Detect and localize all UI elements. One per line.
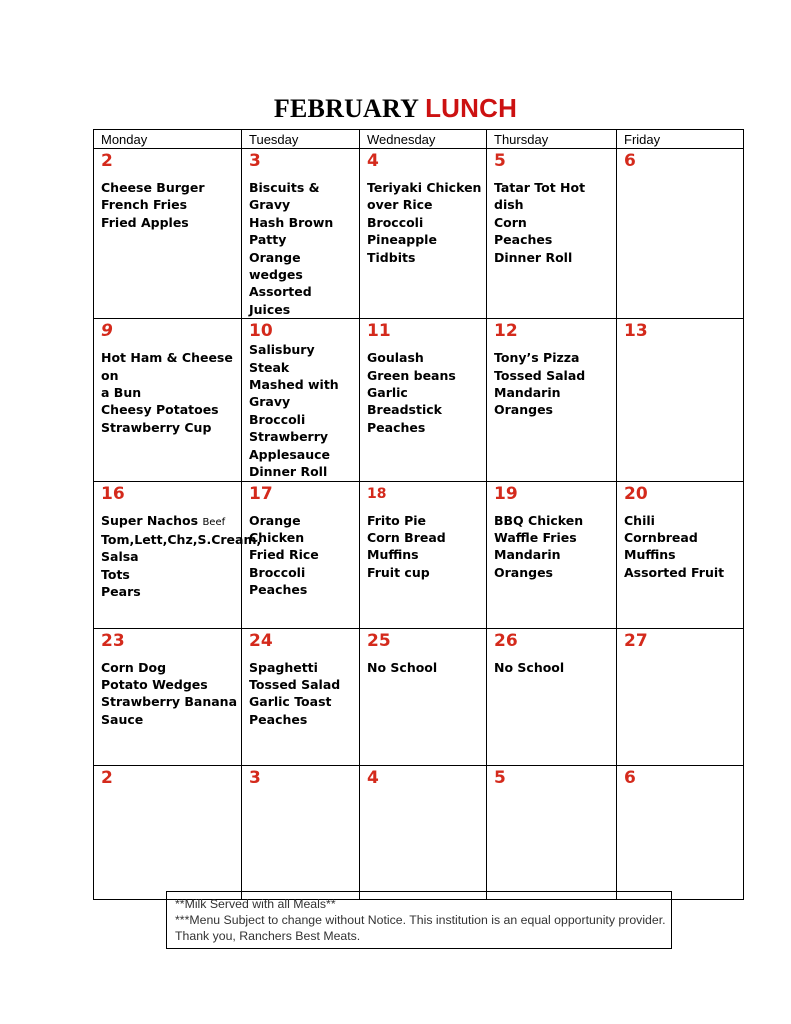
menu-item-text: Fried Rice [249, 547, 319, 563]
day-cell [242, 149, 360, 319]
menu-item-text: Cheesy Potatoes [101, 402, 219, 418]
menu-item-text: Corn Bread [367, 529, 446, 545]
day-cell [242, 765, 360, 899]
day-cell [487, 628, 617, 765]
weekday-thursday: Thursday [487, 130, 617, 149]
menu-item-text: Salsa [101, 549, 139, 565]
menu-item-text: Patty [249, 232, 287, 248]
menu-item [101, 419, 237, 436]
menu-item-text: Mandarin Oranges [494, 385, 561, 418]
menu-item [101, 401, 237, 418]
menu-item [101, 693, 237, 710]
day-number: 2 [101, 767, 113, 788]
menu-item-text: Tony’s Pizza [494, 350, 580, 366]
day-number: 10 [249, 321, 273, 342]
day-number: 5 [494, 151, 506, 171]
menu-item-text: Strawberry Banana [101, 694, 238, 710]
menu-item-text: Orange Chicken [249, 512, 305, 545]
day-number: 26 [494, 630, 518, 651]
menu-item [249, 249, 355, 284]
menu-item-text: Corn [494, 214, 527, 230]
menu-items [249, 659, 355, 729]
day-number: 13 [624, 321, 648, 342]
menu-item [249, 676, 355, 693]
menu-item [494, 179, 612, 214]
menu-item [494, 529, 612, 546]
menu-item [494, 659, 612, 676]
menu-item-note: Beef [202, 516, 226, 528]
title-meal: LUNCH [425, 93, 518, 123]
menu-item [101, 214, 237, 231]
day-number: 24 [249, 630, 273, 651]
menu-items [101, 659, 237, 729]
menu-item-text: Green beans [367, 367, 456, 383]
menu-notes [166, 891, 672, 949]
menu-item [367, 419, 482, 436]
day-cell [487, 765, 617, 899]
menu-item-text: Goulash [367, 350, 424, 366]
menu-items [367, 512, 482, 582]
day-cell [94, 149, 242, 319]
menu-item [367, 231, 482, 266]
menu-item-text: Potato Wedges [101, 676, 208, 692]
menu-item-text: Chili [624, 512, 655, 528]
weekday-friday: Friday [617, 130, 744, 149]
day-number: 3 [249, 767, 261, 788]
menu-items [494, 349, 612, 419]
menu-item-text: Spaghetti [249, 659, 318, 675]
menu-items [494, 512, 612, 582]
menu-item-text: Cheese Burger [101, 180, 205, 195]
day-number: 17 [249, 483, 273, 504]
menu-item [249, 546, 355, 563]
menu-item [249, 376, 355, 393]
menu-item [249, 214, 355, 231]
day-number: 5 [494, 767, 506, 788]
menu-item-text: Waffle Fries [494, 529, 577, 545]
day-cell [94, 628, 242, 765]
menu-item [367, 546, 482, 563]
day-number: 11 [367, 321, 391, 342]
menu-item-text: Mashed with [249, 377, 339, 393]
menu-item [101, 566, 237, 583]
menu-item [367, 349, 482, 366]
weekday-tuesday: Tuesday [242, 130, 360, 149]
menu-item-text: over Rice [367, 197, 433, 213]
day-number: 23 [101, 630, 125, 651]
menu-item [101, 512, 237, 531]
menu-items [101, 349, 237, 436]
menu-item [494, 249, 612, 266]
day-cell [360, 765, 487, 899]
menu-item [494, 214, 612, 231]
menu-item-text: Tom,Lett,Chz,S.Cream, [101, 531, 262, 547]
menu-item [249, 411, 355, 428]
menu-item-text: Peaches [249, 711, 308, 727]
menu-items [249, 179, 355, 318]
menu-item [249, 659, 355, 676]
weekday-header-row [94, 130, 744, 149]
day-number: 2 [101, 151, 113, 171]
menu-item-text: Tots [101, 566, 130, 582]
menu-item-text: Dinner Roll [494, 249, 573, 265]
day-number: 6 [624, 767, 636, 788]
menu-item [494, 367, 612, 384]
menu-item [249, 693, 355, 710]
day-cell [242, 319, 360, 481]
day-number: 9 [101, 321, 113, 342]
menu-item-text: Super Nachos [101, 512, 199, 528]
day-number: 4 [367, 767, 379, 788]
day-number: 3 [249, 151, 261, 171]
menu-item-text: Biscuits & Gravy [249, 180, 320, 213]
day-cell [487, 319, 617, 481]
menu-item [624, 546, 739, 563]
menu-item [101, 196, 237, 213]
menu-items [494, 179, 612, 266]
menu-item [367, 659, 482, 676]
menu-items [367, 349, 482, 436]
day-number: 12 [494, 321, 518, 342]
week-row [94, 319, 744, 481]
day-cell [242, 481, 360, 628]
menu-item [249, 393, 355, 410]
menu-item [101, 676, 237, 693]
menu-item-text: Peaches [494, 232, 553, 248]
day-cell [617, 765, 744, 899]
day-cell [487, 149, 617, 319]
menu-item-text: Hash Brown [249, 214, 334, 230]
menu-items [101, 512, 262, 601]
day-number: 16 [101, 483, 125, 504]
menu-item [101, 349, 237, 384]
menu-item [367, 564, 482, 581]
menu-item [249, 428, 355, 445]
menu-item [494, 546, 612, 581]
menu-items [494, 659, 612, 676]
menu-item-text: Strawberry Cup [101, 419, 212, 435]
menu-item [367, 384, 482, 419]
menu-item [101, 583, 237, 600]
day-cell [617, 628, 744, 765]
day-cell [617, 481, 744, 628]
day-cell [360, 628, 487, 765]
menu-item-text: Teriyaki Chicken [367, 180, 482, 195]
week-row [94, 149, 744, 319]
menu-item-text: Assorted Fruit [624, 564, 725, 580]
menu-item [624, 564, 739, 581]
menu-item [367, 512, 482, 529]
menu-item [101, 548, 237, 565]
day-cell [617, 319, 744, 481]
day-cell [94, 765, 242, 899]
menu-items [367, 179, 482, 266]
menu-item-text: Tossed Salad [494, 367, 586, 383]
day-cell [94, 319, 242, 481]
menu-item-text: BBQ Chicken [494, 512, 584, 528]
week-row [94, 628, 744, 765]
page-title [0, 93, 791, 124]
menu-item [624, 529, 739, 546]
menu-item-text: a Bun [101, 385, 142, 401]
lunch-calendar [93, 129, 744, 900]
weekday-monday: Monday [94, 130, 242, 149]
day-number: 25 [367, 630, 391, 651]
menu-item-text: Fruit cup [367, 564, 430, 580]
menu-item-text: French Fries [101, 197, 188, 213]
menu-items [624, 512, 739, 582]
menu-item [494, 384, 612, 419]
week-row [94, 481, 744, 628]
day-cell [360, 481, 487, 628]
menu-item-text: Salisbury Steak [249, 342, 315, 375]
menu-item [101, 659, 237, 676]
day-cell [242, 628, 360, 765]
menu-item-text: Orange wedges [249, 249, 303, 283]
menu-item [367, 179, 482, 196]
menu-item-text: Applesauce [249, 446, 330, 462]
menu-item-text: Hot Ham & Cheese on [101, 350, 233, 383]
menu-item [367, 214, 482, 231]
menu-item-text: Broccoli [249, 411, 306, 427]
menu-item [249, 711, 355, 728]
menu-item-text: Broccoli [367, 214, 424, 230]
weekday-wednesday: Wednesday [360, 130, 487, 149]
menu-item [494, 231, 612, 248]
day-cell [360, 319, 487, 481]
menu-item-text: Corn Dog [101, 659, 167, 675]
day-cell [487, 481, 617, 628]
menu-item [101, 384, 237, 401]
menu-item [101, 711, 237, 728]
menu-item [249, 231, 355, 248]
disclaimer-note: ***Menu Subject to change without Notice. This institution is an equal opportunity provider. Thank you, Ranchers Best Meats. [175, 913, 666, 943]
day-number: 27 [624, 630, 648, 651]
menu-item-text: Muffins [624, 547, 676, 563]
menu-item [249, 179, 355, 214]
menu-item-text: Dinner Roll [249, 464, 328, 480]
milk-note: **Milk Served with all Meals** [175, 897, 336, 911]
menu-item [249, 581, 355, 598]
menu-item-text: Cornbread [624, 529, 698, 545]
menu-item-text: Strawberry [249, 429, 329, 445]
day-number: 4 [367, 151, 379, 171]
menu-item [249, 283, 355, 318]
menu-item-text: Sauce [101, 711, 144, 727]
menu-item-text: Pineapple Tidbits [367, 232, 437, 265]
menu-item-text: Muffins [367, 547, 419, 563]
menu-items [367, 659, 482, 676]
title-month: FEBRUARY [273, 94, 420, 123]
menu-item [249, 446, 355, 463]
menu-items [101, 179, 237, 231]
day-number: 6 [624, 151, 636, 171]
menu-item [367, 529, 482, 546]
menu-item [624, 512, 739, 529]
menu-item [249, 512, 355, 547]
day-number: 20 [624, 483, 648, 504]
menu-item-text: Peaches [367, 419, 426, 435]
menu-item [494, 349, 612, 366]
menu-item [249, 564, 355, 581]
day-number: 19 [494, 483, 518, 504]
menu-item-text: No School [367, 659, 438, 675]
week-row [94, 765, 744, 899]
day-cell [617, 149, 744, 319]
menu-item-text: No School [494, 659, 565, 675]
menu-item-text: Mandarin Oranges [494, 547, 561, 580]
menu-item [101, 531, 262, 548]
menu-item-text: Frito Pie [367, 512, 427, 528]
menu-item-text: Assorted Juices [249, 284, 312, 317]
menu-item [367, 196, 482, 213]
menu-item [367, 367, 482, 384]
menu-item-text: Gravy [249, 394, 291, 410]
menu-item-text: Tossed Salad [249, 676, 341, 692]
menu-item [101, 179, 237, 196]
day-cell [360, 149, 487, 319]
menu-item-text: Fried Apples [101, 214, 189, 230]
menu-item-text: Garlic Toast [249, 694, 332, 710]
menu-item [249, 341, 355, 376]
menu-item [494, 512, 612, 529]
menu-item-text: Broccoli [249, 564, 306, 580]
menu-item-text: Pears [101, 584, 141, 600]
menu-item-text: Tatar Tot Hot dish [494, 180, 586, 213]
menu-items [249, 341, 355, 480]
menu-item [249, 463, 355, 480]
menu-item-text: Garlic Breadstick [367, 385, 442, 418]
day-number: 18 [367, 485, 387, 502]
menu-item-text: Peaches [249, 582, 308, 598]
menu-items [249, 512, 355, 599]
